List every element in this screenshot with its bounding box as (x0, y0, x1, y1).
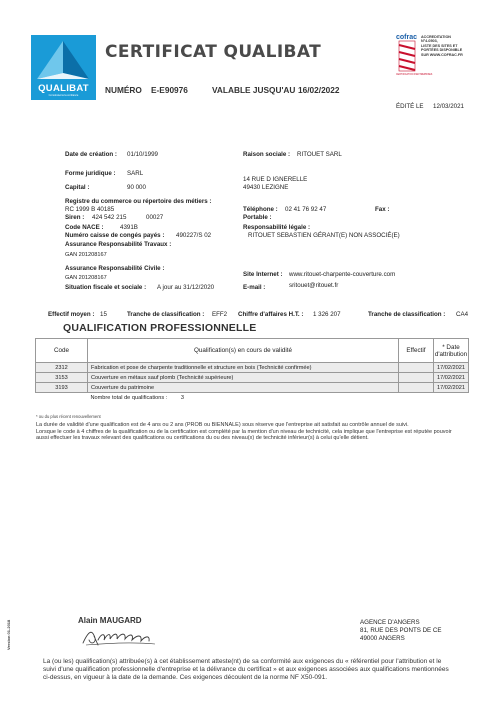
row-date: 17/02/2021 (434, 373, 469, 383)
responsabilite-label: Responsabilité légale : (243, 224, 311, 231)
assurance-civile-label: Assurance Responsabilité Civile : (65, 265, 165, 272)
footer-line: La (ou les) qualification(s) attribuée(s) à cet établissement atteste(nt) de sa conformité aux exigences du « référentiel pour l'attribution et le (43, 658, 442, 665)
col-date-header-line: d'attribution (434, 350, 468, 358)
row-qualification: Couverture du patrimoine (88, 383, 399, 393)
caisse-label: Numéro caisse de congés payés : (65, 232, 165, 239)
date-footnote: * ou du plus récent renouvellement (36, 414, 101, 419)
cofrac-line: N°4-0503, (421, 39, 438, 44)
row-effectif (399, 383, 434, 393)
valable-value: 16/02/2022 (298, 85, 340, 95)
validity-line: aussi effectuer les travaux relevant des qualifications ou certifications du ou des niveau(x) de technicité inférieur(s) à celui qu'elle détient. (36, 435, 369, 442)
situation-value: A jour au 31/12/2020 (157, 284, 215, 291)
qualibat-logo (31, 35, 96, 100)
signatory-name: Alain MAUGARD (78, 616, 142, 625)
footer-line: ci-dessus, en vigueur à la date de la demande. Ces exigences découlent de la norme NF X50-091. (43, 674, 328, 681)
responsabilite-value: RITOUET SEBASTIEN GÉRANT(E) NON ASSOCIÉ(E) (248, 232, 400, 239)
version-label: Version 01-2018 (6, 619, 11, 650)
agency-line: 81, RUE DES PONTS DE CE (360, 627, 442, 634)
code-nace-value: 4391B (120, 224, 138, 231)
siren-label: Siren : (65, 214, 85, 221)
col-date-header-line: * Date (442, 343, 460, 351)
validity-line: Lorsque le code à 4 chiffres de la qualification ou de la certification est complété par la mention d'un niveau de technicité, cela implique que l'entreprise est réputée pouvoir (36, 428, 452, 435)
agency-line: 49000 ANGERS (360, 635, 405, 642)
agency-line: AGENCE D'ANGERS (360, 619, 420, 626)
numero-value: E-E90976 (151, 85, 188, 95)
col-date-header (434, 339, 469, 363)
row-date: 17/02/2021 (434, 363, 469, 373)
ca-value: 1 326 207 (313, 311, 341, 318)
telephone-value: 02 41 76 92 47 (285, 206, 327, 213)
signature-scribble-icon (80, 624, 160, 648)
forme-juridique-label: Forme juridique : (65, 170, 116, 177)
date-creation-label: Date de création : (65, 151, 117, 158)
tranche-ca-label: Tranche de classification : (368, 311, 446, 318)
row-effectif (399, 363, 434, 373)
row-code: 3153 (36, 373, 88, 383)
edite-value: 12/03/2021 (433, 103, 464, 110)
cofrac-word: cofrac (396, 34, 418, 41)
cofrac-line: LISTE DES SITES ET (421, 43, 458, 48)
cofrac-line: ACCREDITATION (421, 35, 451, 39)
row-qualification: Couverture en métaux sauf plomb (Technicité supérieure) (88, 373, 399, 383)
col-qualif-header: Qualification(s) en cours de validité (88, 339, 399, 363)
row-effectif (399, 373, 434, 383)
col-effectif-header: Effectif (399, 339, 434, 363)
qualification-table (35, 338, 469, 403)
logo-tagline: Construisons la confiance (48, 94, 79, 97)
total-spacer (399, 393, 434, 403)
capital-label: Capital : (65, 184, 90, 191)
telephone-label: Téléphone : (243, 206, 278, 213)
email-label: E-mail : (243, 284, 266, 291)
raison-sociale-value: RITOUET SARL (297, 151, 342, 158)
table-row (36, 373, 469, 383)
row-code: 3193 (36, 383, 88, 393)
total-value: 3 (180, 394, 184, 401)
fax-label: Fax : (375, 206, 390, 213)
footer-line: suivi d'une qualification professionnelle d'entreprise et la délivrance du certificat » et aux exigences associées aux qualifications mentionnées (43, 666, 449, 673)
raison-sociale-label: Raison sociale : (243, 151, 291, 158)
siren-suffix: 00027 (146, 214, 164, 221)
assurance-civile-value: GAN 201208167 (65, 275, 107, 281)
footer-paragraph (43, 658, 473, 682)
cofrac-line: SUR WWW.COFRAC.FR (421, 52, 463, 57)
cofrac-accreditation (421, 35, 491, 57)
tranche-effectif-value: EFF2 (212, 311, 228, 318)
assurance-travaux-value: GAN 201208167 (65, 252, 107, 258)
ca-label: Chiffre d'affaires H.T. : (238, 311, 304, 318)
valable-label: VALABLE JUSQU'AU (212, 85, 296, 95)
certificate-title: CERTIFICAT QUALIBAT (105, 42, 322, 62)
table-row (36, 383, 469, 393)
forme-juridique-value: SARL (127, 170, 144, 177)
total-spacer (434, 393, 469, 403)
validity-line: La durée de validité d'une qualification est de 4 ans ou 2 ans (PROB ou BIENNALE) sous réserve que l'entreprise ait satisfait au contrôle annuel de suivi. (36, 422, 409, 428)
row-code: 2312 (36, 363, 88, 373)
table-row (36, 363, 469, 373)
date-creation-value: 01/10/1999 (127, 151, 158, 158)
validity-paragraph (36, 422, 476, 442)
situation-label: Situation fiscale et sociale : (65, 284, 147, 291)
portable-label: Portable : (243, 214, 272, 221)
registre-label: Registre du commerce ou répertoire des métiers : (65, 198, 212, 205)
address-line: 14 RUE D IGNERELLE (243, 176, 308, 183)
email-link[interactable]: sritouet@ritouet.fr (289, 282, 339, 289)
col-code-header: Code (36, 339, 88, 363)
address-line: 49430 LEZIGNE (243, 184, 289, 191)
total-spacer (36, 393, 88, 403)
caisse-value: 490227/S 02 (176, 232, 212, 239)
total-cell (88, 393, 399, 403)
tranche-ca-value: CA4 (456, 311, 469, 318)
capital-value: 90 000 (127, 184, 146, 191)
effectif-value: 15 (100, 311, 107, 318)
site-internet-label: Site Internet : (243, 271, 283, 278)
total-label: Nombre total de qualifications : (90, 394, 168, 401)
edite-label: ÉDITÉ LE (396, 103, 424, 110)
site-internet-link[interactable]: www.ritouet-charpente-couverture.com (289, 271, 396, 278)
tranche-effectif-label: Tranche de classification : (127, 311, 205, 318)
assurance-travaux-label: Assurance Responsabilité Travaux : (65, 241, 172, 248)
row-qualification: Fabrication et pose de charpente traditionnelle et structure en bois (Technicité confirmée) (88, 363, 399, 373)
siren-value: 424 542 215 (92, 214, 127, 221)
cofrac-side: CERTIFICATION D'ENTREPRISES (396, 74, 433, 76)
row-date: 17/02/2021 (434, 383, 469, 393)
effectif-label: Effectif moyen : (48, 311, 95, 318)
logo-word: QUALIBAT (38, 83, 89, 94)
qualification-title: QUALIFICATION PROFESSIONNELLE (63, 322, 257, 334)
numero-label: NUMÉRO (105, 85, 142, 95)
registre-value: RC 1999 B 40185 (65, 206, 115, 213)
code-nace-label: Code NACE : (65, 224, 104, 231)
cofrac-line: PORTÉES DISPONIBLE (421, 48, 463, 53)
